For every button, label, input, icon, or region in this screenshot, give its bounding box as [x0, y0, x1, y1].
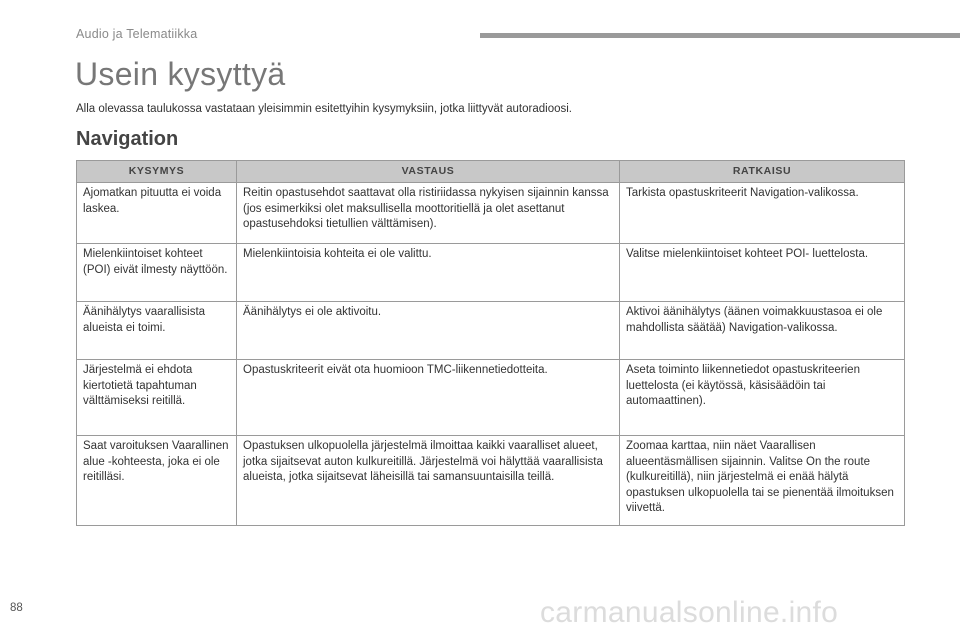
page-title: Usein kysyttyä — [75, 56, 286, 92]
table-row — [77, 436, 905, 526]
table-row — [77, 183, 905, 244]
question-cell: Mielenkiintoiset kohteet (POI) eivät ilmesty näyttöön. — [77, 244, 237, 302]
answer-cell: Äänihälytys ei ole aktivoitu. — [237, 302, 620, 360]
faq-table — [76, 160, 905, 526]
page-number: 88 — [10, 602, 23, 614]
solution-cell: Zoomaa karttaa, niin näet Vaarallisen alueentäsmällisen sijainnin. Valitse On the route (kulkureitillä), niin järjestelmä ei enää hälytä opastuksen ulkopuolella tai se pienentää ilmoituksen viivettä. — [620, 436, 905, 526]
answer-cell: Mielenkiintoisia kohteita ei ole valittu. — [237, 244, 620, 302]
question-cell: Ajomatkan pituutta ei voida laskea. — [77, 183, 237, 244]
intro-text: Alla olevassa taulukossa vastataan yleisimmin esitettyihin kysymyksiin, jotka liittyvät autoradioosi. — [76, 103, 572, 115]
answer-cell: Opastuksen ulkopuolella järjestelmä ilmoittaa kaikki vaaralliset alueet, jotka sijaitsevat auton kulkureitillä. Järjestelmä voi hälyttää vaarallisista alueista, jotka sijaitsevat läheisillä tai samansuuntaisilla teillä. — [237, 436, 620, 526]
solution-cell: Aktivoi äänihälytys (äänen voimakkuustasoa ei ole mahdollista säätää) Navigation-valikossa. — [620, 302, 905, 360]
column-header-answer: VASTAUS — [237, 161, 620, 183]
table-row — [77, 302, 905, 360]
answer-cell: Reitin opastusehdot saattavat olla ristiriidassa nykyisen sijainnin kanssa (jos esimerkiksi olet maksullisella moottoritiellä ja olet asettanut opastusehdoksi tietullien välttämisen). — [237, 183, 620, 244]
column-header-question: KYSYMYS — [77, 161, 237, 183]
watermark: carmanualsonline.info — [540, 596, 839, 629]
table-header-row — [77, 161, 905, 183]
solution-cell: Valitse mielenkiintoiset kohteet POI- luettelosta. — [620, 244, 905, 302]
table-row — [77, 360, 905, 436]
answer-cell: Opastuskriteerit eivät ota huomioon TMC-liikennetiedotteita. — [237, 360, 620, 436]
header-rule — [480, 33, 960, 38]
section-label: Audio ja Telematiikka — [76, 27, 198, 41]
solution-cell: Aseta toiminto liikennetiedot opastuskriteerien luettelosta (ei käytössä, käsisäädöin tai automaattinen). — [620, 360, 905, 436]
question-cell: Äänihälytys vaarallisista alueista ei toimi. — [77, 302, 237, 360]
table-row — [77, 244, 905, 302]
column-header-solution: RATKAISU — [620, 161, 905, 183]
question-cell: Saat varoituksen Vaarallinen alue -kohteesta, joka ei ole reitilläsi. — [77, 436, 237, 526]
question-cell: Järjestelmä ei ehdota kiertotietä tapahtuman välttämiseksi reitillä. — [77, 360, 237, 436]
section-heading: Navigation — [76, 128, 179, 150]
solution-cell: Tarkista opastuskriteerit Navigation-valikossa. — [620, 183, 905, 244]
